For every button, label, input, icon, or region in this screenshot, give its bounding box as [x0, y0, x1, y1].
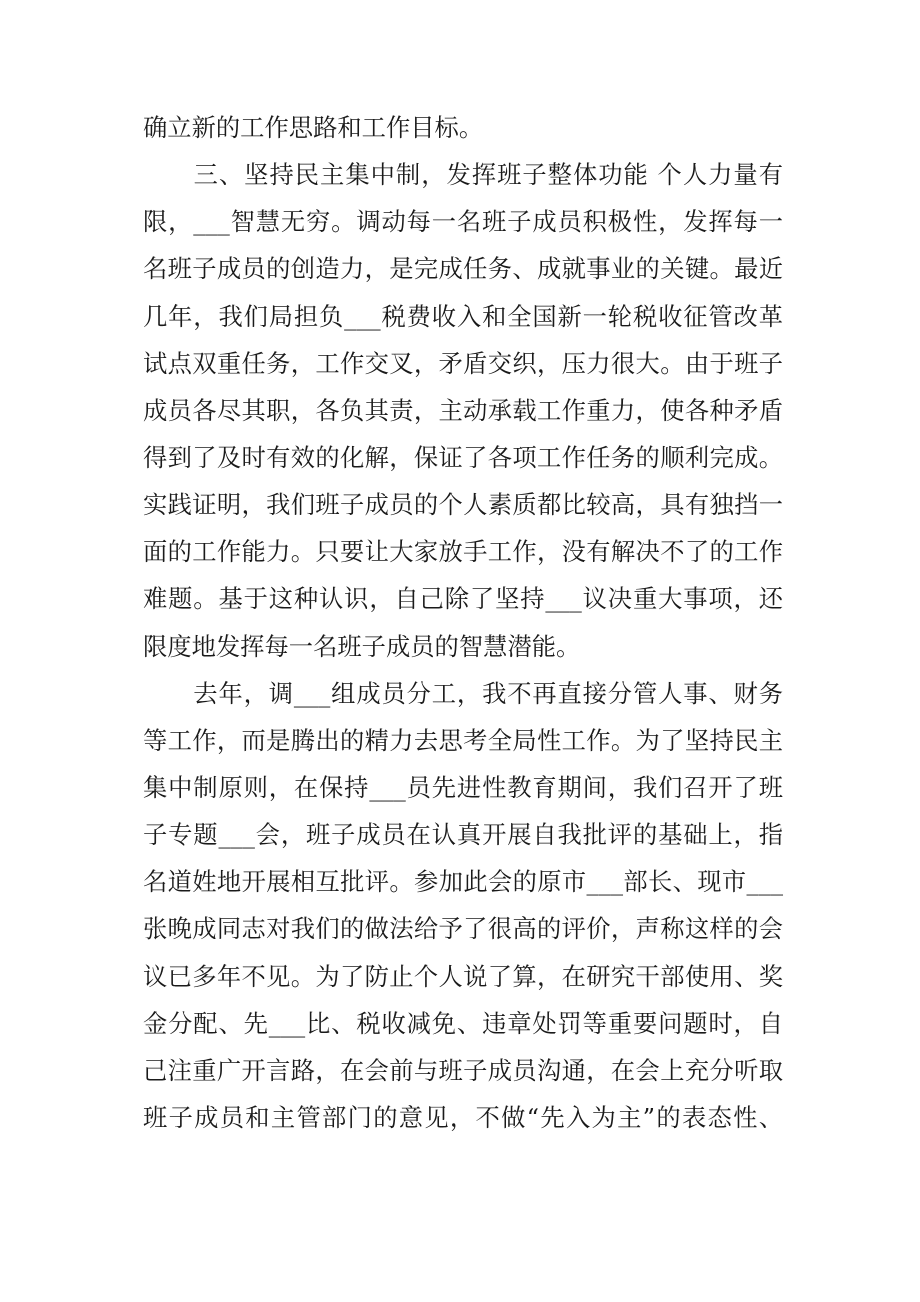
text-line: 面的工作能力。只要让大家放手工作，没有解决不了的工作	[143, 537, 783, 567]
text-line: 成员各尽其职，各负其责，主动承载工作重力，使各种矛盾	[143, 395, 783, 425]
text-line: 实践证明，我们班子成员的个人素质都比较高，具有独挡一	[143, 490, 783, 520]
text-line: 限度地发挥每一名班子成员的智慧潜能。	[143, 631, 581, 661]
text-line: 三、坚持民主集中制，发挥班子整体功能 个人力量有	[143, 160, 783, 190]
text-line: 等工作，而是腾出的精力去思考全局性工作。为了坚持民主	[143, 725, 783, 755]
text-line: 张晚成同志对我们的做法给予了很高的评价，声称这样的会	[143, 914, 783, 944]
text-line: 限，___智慧无穷。调动每一名班子成员积极性，发挥每一	[143, 207, 783, 237]
text-line: 得到了及时有效的化解，保证了各项工作任务的顺利完成。	[143, 442, 783, 472]
text-line: 子专题___会，班子成员在认真开展自我批评的基础上，指	[143, 820, 783, 850]
text-line: 班子成员和主管部门的意见，不做“先入为主”的表态性、	[143, 1102, 783, 1132]
text-line: 难题。基于这种认识，自己除了坚持___议决重大事项，还	[143, 584, 783, 614]
text-line: 集中制原则，在保持___员先进性教育期间，我们召开了班	[143, 772, 783, 802]
text-line: 试点双重任务，工作交叉，矛盾交织，压力很大。由于班子	[143, 348, 783, 378]
text-line: 名道姓地开展相互批评。参加此会的原市___部长、现市___	[143, 867, 783, 897]
text-line: 去年，调___组成员分工，我不再直接分管人事、财务	[143, 678, 783, 708]
text-line: 议已多年不见。为了防止个人说了算，在研究干部使用、奖	[143, 961, 783, 991]
text-line: 名班子成员的创造力，是完成任务、成就事业的关键。最近	[143, 254, 783, 284]
text-line: 确立新的工作思路和工作目标。	[143, 113, 484, 142]
text-line: 金分配、先___比、税收减免、违章处罚等重要问题时，自	[143, 1008, 783, 1038]
text-line: 己注重广开言路，在会前与班子成员沟通，在会上充分听取	[143, 1055, 783, 1085]
body-text	[143, 104, 783, 1141]
text-line: 几年，我们局担负___税费收入和全国新一轮税收征管改革	[143, 301, 783, 331]
